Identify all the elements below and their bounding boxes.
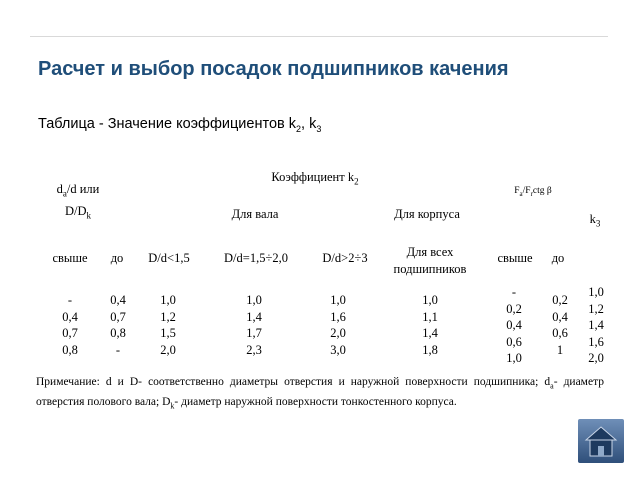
cell: 0,4 [110, 293, 126, 307]
table-caption [38, 116, 321, 134]
cell: 0,2 [552, 293, 568, 307]
header-fr-sub: r [530, 189, 533, 198]
col-dd-mid [234, 292, 274, 358]
col-to-2 [540, 292, 580, 358]
header-dd-gt: D/d>2÷3 [322, 251, 368, 265]
col-k3 [580, 284, 612, 367]
cell: 1,1 [422, 309, 438, 324]
caption-text: Таблица - Значение коэффициентов k [38, 116, 296, 132]
home-button[interactable] [578, 419, 624, 463]
cell: 1,0 [422, 293, 438, 307]
header-to: до [110, 251, 124, 265]
cell: 1,0 [588, 285, 604, 299]
cell: 0,6 [506, 334, 522, 349]
cell: - [511, 285, 517, 299]
cell: 2,0 [330, 326, 346, 340]
cell: 1 [556, 342, 564, 357]
cell: 0,7 [62, 326, 78, 340]
cell: 1,0 [506, 351, 522, 365]
caption-sep: , k [301, 116, 317, 132]
header-d-dk: $D/D_k$ [64, 204, 92, 221]
header-shaft: Для вала [231, 207, 279, 221]
header-k3: $k_3$ [589, 212, 601, 229]
table-note [36, 374, 604, 415]
cell: 1,6 [330, 309, 346, 324]
caption-sub-3: 3 [316, 123, 322, 134]
col-housing [410, 292, 450, 358]
cell: 0,8 [110, 326, 126, 340]
note-text-3: - диаметр наружной поверхности тонкостенного корпуса. [174, 396, 457, 409]
page-title: Расчет и выбор посадок подшипников качения [38, 58, 509, 80]
cell: 3,0 [330, 342, 346, 357]
cell: 2,3 [246, 342, 262, 357]
cell: 1,4 [588, 318, 604, 332]
cell: 0,7 [110, 309, 126, 324]
cell: 2,0 [160, 342, 176, 357]
header-coef-k2: Коэффициент $k_2$ [271, 170, 359, 187]
cell: 1,5 [160, 326, 176, 340]
cell: - [115, 342, 121, 357]
header-da-d: $d_a/d$ или [56, 182, 100, 199]
cell: 1,6 [588, 334, 604, 349]
col-dd-lt [148, 292, 188, 358]
cell: 0,4 [62, 309, 78, 324]
header-fa-sub: a [519, 189, 523, 198]
cell: 1,4 [422, 326, 438, 340]
cell: 1,8 [422, 342, 438, 357]
header-da-sub: a [62, 188, 67, 199]
cell: 0,2 [506, 301, 522, 316]
cell: 1,2 [160, 309, 176, 324]
header-over-2: свыше [497, 251, 533, 265]
caption-sub-2: 2 [296, 123, 302, 134]
cell: 1,0 [330, 293, 346, 307]
note-text-2: - диаметр отверстия полового вала; D [36, 376, 604, 409]
cell: - [67, 293, 73, 307]
cell: 0,4 [552, 309, 568, 324]
col-to [98, 292, 138, 358]
header-dk-sub: k [86, 210, 92, 221]
cell: 1,4 [246, 309, 262, 324]
cell: 1,0 [246, 293, 262, 307]
header-dd-lt: D/d<1,5 [148, 251, 190, 265]
cell: 2,0 [588, 351, 604, 365]
home-icon [578, 419, 624, 463]
header-dd-mid: D/d=1,5÷2,0 [224, 251, 288, 265]
cell: 1,2 [588, 301, 604, 316]
header-to-2: до [551, 251, 565, 265]
note-sub-a: а [550, 381, 554, 391]
note-sub-k: k [170, 401, 175, 411]
col-over-2 [494, 284, 534, 367]
header-k3-sub: 3 [595, 218, 601, 229]
col-over [50, 292, 90, 358]
header-housing: Для корпуса [394, 207, 460, 221]
col-dd-gt [318, 292, 358, 358]
cell: 0,6 [552, 326, 568, 340]
note-text-1: Примечание: d и D- соответственно диаметры отверстия и наружной поверхности подшипника; d [36, 376, 551, 388]
top-rule [30, 36, 608, 37]
cell: 0,4 [506, 318, 522, 332]
header-all-bearings: Для всех подшипников [393, 245, 467, 276]
cell: 1,7 [246, 326, 262, 340]
header-fa-fr: $F_a/F_rctg$ β [514, 186, 552, 198]
cell: 1,0 [160, 293, 176, 307]
header-over: свыше [52, 251, 88, 265]
cell: 0,8 [62, 342, 78, 357]
header-k2-sub: 2 [354, 176, 359, 187]
